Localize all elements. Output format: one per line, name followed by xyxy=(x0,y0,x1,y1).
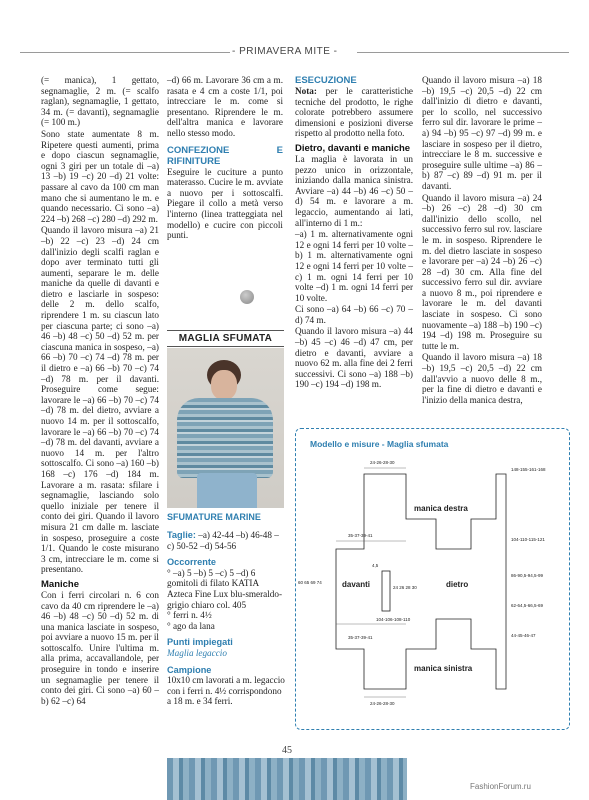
paragraph: Quando il lavoro misura –a) 18 –b) 19,5 –c) 20,5 –d) 22 cm dall'inizio di dietro e davanti, per lo scollo, nel successivo ferro sul dir. lavorare le prime –a) 94 –b) 95 –c) 97 –d) 99 m. e lasciare in sospeso per il dietro, intrecciare le 8 m. successive e proseguire sulle ultime –a) 86 –b) 87 –c) 89 –d) 91 m. per il davanti. xyxy=(422,75,542,191)
label-sleeve-width-2: 35-37-39-41 xyxy=(348,635,373,640)
label-neck-h: 24 26 28 30 xyxy=(393,585,417,590)
heading-maniche: Maniche xyxy=(41,578,80,590)
materials-item: ° ferri n. 4½ xyxy=(167,610,212,621)
model-title: MAGLIA SFUMATA xyxy=(167,330,284,347)
column-4 xyxy=(422,75,542,406)
materials-item: ° ago da lana xyxy=(167,620,215,631)
photo-caption: SFUMATURE MARINE xyxy=(167,512,261,522)
neck-opening xyxy=(382,571,390,611)
label-top-width: 24-26-28-30 xyxy=(370,460,395,465)
sizes-line xyxy=(167,530,285,551)
paragraph: Sono state aumentate 8 m. Ripetere questi aumenti, prima e dopo ciascun segnamaglie, ogni 3 giri per un totale di –a) 13 –b) 19 –c) 20 –d) 21 volte: passare al cavo da 100 cm man mano che si aumentano le m. e quando necessario. Ci sono –a) 224 –b) 268 –c) 280 –d) 292 m. xyxy=(41,128,159,224)
page-header xyxy=(0,44,589,60)
paragraph: –d) 66 m. Lavorare 36 cm a m. rasata e 4 cm a coste 1/1, poi intrecciare le m. come si presentano. Riprendere le m. dell'altra manica e lavorare nello stesso modo. xyxy=(167,75,283,138)
gauge-value: 10x10 cm lavorati a m. legaccio con i ferri n. 4½ corrispondono a 18 m. e 34 ferri. xyxy=(167,675,285,707)
schematic-diagram xyxy=(295,428,570,730)
sizes-label: Taglie: xyxy=(167,530,196,540)
label-bottom-width: 24-26-28-30 xyxy=(370,701,395,706)
paragraph: La maglia è lavorata in un pezzo unico in orizzontale, iniziando dalla manica sinistra. Avviare –a) 44 –b) 46 –c) 50 –d) 54 m. e lavorare a m. legaccio, aumentando ai lati, all'interno di 1 m.: xyxy=(295,153,413,228)
heading-esecuzione: ESECUZIONE xyxy=(295,75,357,86)
header-rule-left xyxy=(20,52,230,53)
photo-jeans xyxy=(197,473,257,508)
knit-swatch xyxy=(167,758,407,800)
header-rule-right xyxy=(357,52,569,53)
column-1 xyxy=(41,75,159,707)
paragraph: Ci sono –a) 64 –b) 66 –c) 70 –d) 74 m. xyxy=(295,304,413,325)
sizes-value: –a) 42-44 –b) 46-48 –c) 50-52 –d) 54-56 xyxy=(167,530,279,551)
photo-face xyxy=(211,370,237,400)
heading-dietro: Dietro, davanti e maniche xyxy=(295,142,411,154)
label-dietro: dietro xyxy=(446,580,469,589)
heading-confezione: CONFEZIONE E RIFINITURE xyxy=(167,144,283,167)
yarn-ball-icon xyxy=(240,290,254,304)
watermark: FashionForum.ru xyxy=(470,782,531,791)
stitches-label: Punti impiegati xyxy=(167,637,233,648)
label-manica-sinistra: manica sinistra xyxy=(414,664,473,673)
photo-sweater xyxy=(177,398,273,478)
page-number: 45 xyxy=(282,745,292,756)
section-title: - PRIMAVERA MITE - xyxy=(232,46,338,57)
paragraph: Con i ferri circolari n. 6 con cavo da 40 cm riprendere le –a) 46 –b) 48 –c) 50 –d) 52 m. di una manica lasciate in sospeso, poi avviare a nuovo 15 m. per il sottoscalfo. Unire l'ultima m. alla prima, accavallandole, per proseguire in tondo e inserire un segnamaglie per tenere il conto dei giri. Ci sono –a) 60 –b) 62 –c) 64 xyxy=(41,589,159,706)
paragraph: Quando il lavoro misura –a) 24 –b) 26 –c) 28 –d) 30 cm dall'inizio dello scollo, nel successivo ferro sul rov. lasciare le m. in sospeso. Riprendere le m. del dietro lasciate in sospeso e lavorare per –a) 24 –b) 26 –c) 28 –d) 30 cm. Alla fine del successivo ferro sul dir. avviare a nuovo 8 m., poi riprendere e lavorare le m. del davanti lasciate in sospeso. Ci sono nuovamente –a) 188 –b) 190 –c) 194 –d) 198 m. Proseguire su tutte le m. xyxy=(422,192,542,351)
paragraph: Eseguire le cuciture a punto materasso. Cucire le m. avviate a nuovo per i sottoscalfi. Piegare il collo a metà verso l'interno (linea tratteggiata nel modello) e cucire con piccoli punti. xyxy=(167,166,283,241)
label-body-width: 104-106-108-110 xyxy=(376,617,411,622)
label-right-h2: 86-90,5-94,5-99 xyxy=(511,573,544,578)
label-right-h3: 62-64,5-66,5-69 xyxy=(511,603,544,608)
label-neck-small: 4,5 xyxy=(372,563,379,568)
note-paragraph xyxy=(295,86,413,139)
label-right-h4: 44-45-46-47 xyxy=(511,633,536,638)
paragraph: Quando il lavoro misura –a) 18 –b) 19,5 –c) 20,5 –d) 22 cm dall'avvio a nuovo delle 8 m., per la fine di dietro e davanti e l'inizio della manica destra, xyxy=(422,352,542,405)
paragraph: (= manica), 1 gettato, segnamaglie, 2 m. (= scalfo raglan), segnamaglie, 1 gettato, 34 m. (= davanti), segnamaglie (= 100 m.) xyxy=(41,75,159,128)
stitches-value: Maglia legaccio xyxy=(167,647,227,658)
label-right-h1: 104-110-115-121 xyxy=(511,537,545,542)
label-davanti: davanti xyxy=(342,580,371,589)
diagram-svg xyxy=(296,429,571,731)
diagram-title: Modello e misure - Maglia sfumata xyxy=(310,439,449,449)
paragraph: –a) 1 m. alternativamente ogni 12 e ogni 14 ferri per 10 volte –b) 1 m. alternativamente ogni 12 e ogni 14 ferri per 10 volte –c) 1 m. ogni 14 ferri per 10 volte –d) 1 m. ogni 14 ferri per 10 volte. xyxy=(295,229,413,303)
column-2 xyxy=(167,75,283,242)
note-label: Nota: xyxy=(295,86,317,96)
note-text: per le caratteristiche tecniche del prodotto, le righe colorate potrebbero assumere dimensioni e posizioni diverse rispetto al prodotto nella foto. xyxy=(295,86,413,139)
paragraph: Quando il lavoro misura –a) 21 –b) 22 –c) 23 –d) 24 cm dall'inizio degli scalfi raglan e dopo aver terminato tutti gli aumenti, separare le m. delle maniche da quelle di davanti e dietro e lasciarle in sospeso: delle 2 m. dello scalfo, riprendere 1 m. su ciascun lato per ciascuna parte; ci sono –a) 46 –b) 48 –c) 50 –d) 52 m. per ciascuna manica in sospeso, –a) 66 –b) 70 –c) 74 –d) 78 m. per il dietro e –a) 66 –b) 70 –c) 74 –d) 78 m. per il davanti. Proseguire come segue: lavorare le –a) 66 –b) 70 –c) 74 –d) 78 m. del dietro, avviare a nuovo 14 m. per il sottoscalfo, lavorare le –a) 66 –b) 70 –c) 74 –d) 78 m. del davanti, avviare a nuovo 14 m. per l'altro sottoscalfo. Ci sono –a) 160 –b) 168 –c) 176 –d) 184 m. Lavorare a m. rasata: sfilare i segnamaglie, lasciando solo quello iniziale per tenere il conto dei giri. Quando il lavoro misura 21 cm dalle m. lasciate in sospeso, proseguire a coste 1/1. Quando le coste misurano 3 cm, intrecciare le m. come si presentano. xyxy=(41,225,159,575)
materials-label: Occorrente xyxy=(167,557,217,568)
paragraph: Quando il lavoro misura –a) 44 –b) 45 –c) 46 –d) 47 cm, per dietro e davanti, avviare a nuovo 62 m. alla fine dei 2 ferri successivi. Ci sono –a) 188 –b) 190 –c) 194 –d) 198 m. xyxy=(295,326,413,390)
model-photo xyxy=(167,348,284,508)
label-manica-destra: manica destra xyxy=(414,504,468,513)
materials-item: ° –a) 5 –b) 5 –c) 5 –d) 6 gomitoli di filato KATIA Azteca Fine Lux blu-smeraldo-grigio chiaro col. 405 xyxy=(167,567,283,610)
label-left-h: 60 65 69 74 xyxy=(298,580,322,585)
label-sleeve-width: 35-37-39-41 xyxy=(348,533,373,538)
instructions-box xyxy=(167,530,285,707)
label-top-height: 148-155-161-168 xyxy=(511,467,546,472)
column-3 xyxy=(295,75,413,391)
gauge-label: Campione xyxy=(167,664,212,675)
